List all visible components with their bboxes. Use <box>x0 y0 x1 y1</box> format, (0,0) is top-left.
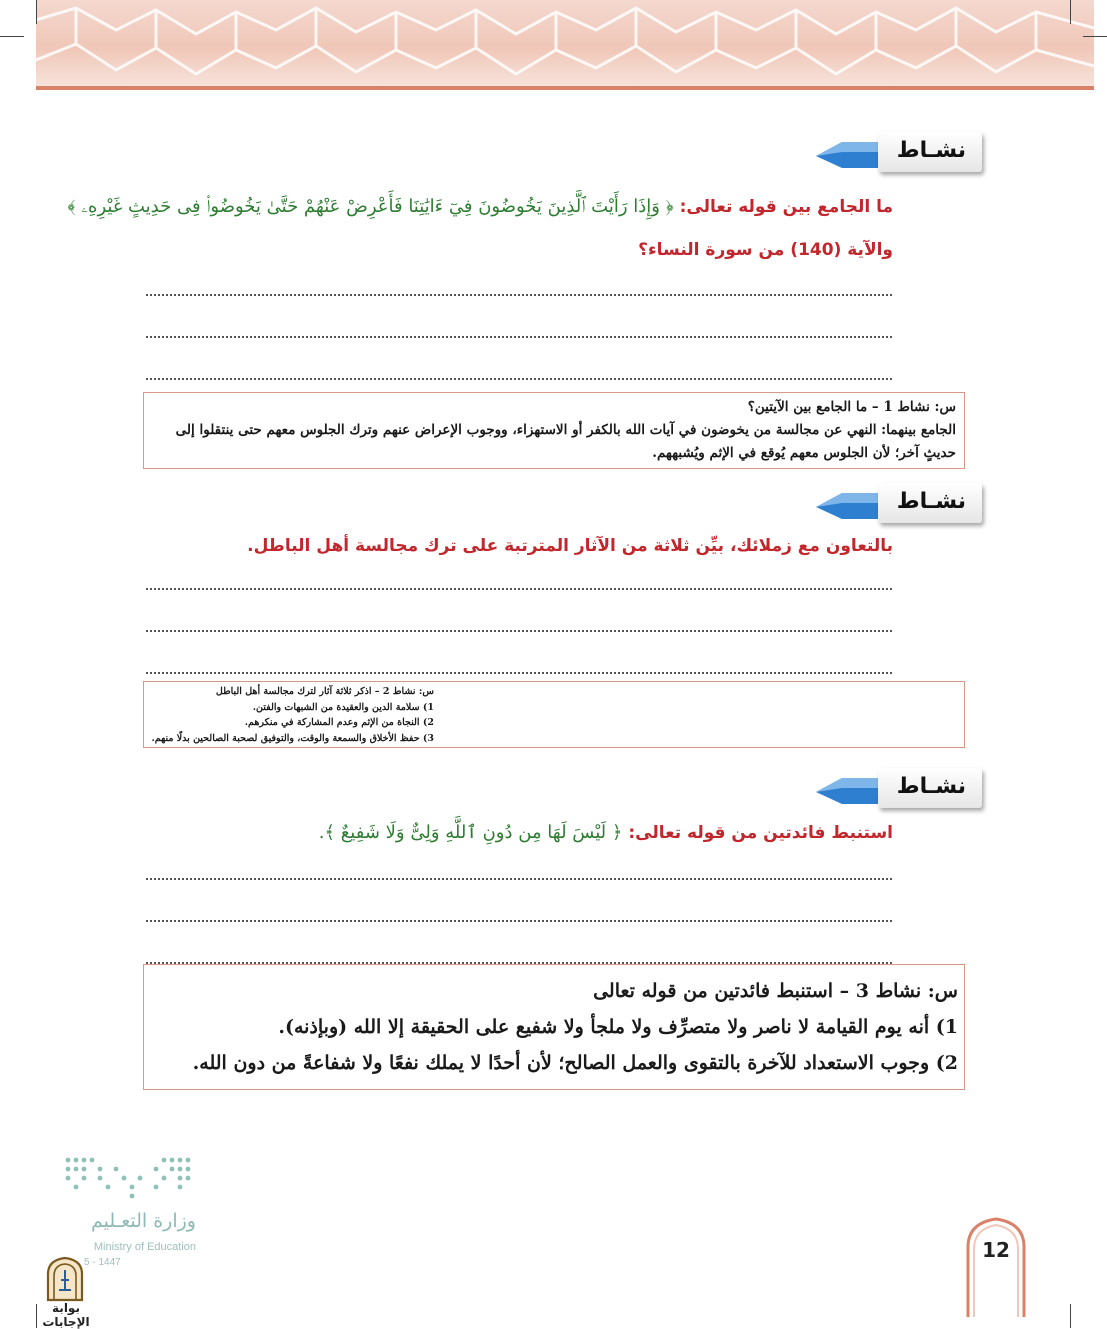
answer-line[interactable] <box>146 630 892 632</box>
activity-badge <box>812 132 982 176</box>
geometric-pattern-icon <box>36 0 1094 88</box>
activity-badge <box>812 768 982 812</box>
crop-mark <box>1083 36 1107 37</box>
badge-label: نشـاط <box>896 138 966 163</box>
activity-badge <box>812 483 982 527</box>
answer-line-text: 2) النجاة من الإثم وعدم المشاركة في منكرهم. <box>244 717 434 728</box>
activity-3-answer-box <box>143 964 965 1090</box>
badge-label: نشـاط <box>896 774 966 799</box>
ministry-logo-icon <box>60 1152 200 1202</box>
crop-mark <box>36 0 37 24</box>
answer-line-text: 1) سلامة الدين والعقيدة من الشبهات والفتن. <box>252 701 434 713</box>
ministry-name-ar: وزارة التعـليم <box>90 1210 196 1232</box>
activity-3-question <box>319 822 893 843</box>
question-prefix: استنبط فائدتين من قوله تعالى: <box>628 823 893 843</box>
activity-1-question-line2: والآية (140) من سورة النساء؟ <box>638 240 893 260</box>
answers-portal-logo-icon <box>44 1256 86 1302</box>
activity-2-question: بالتعاون مع زملائك، بيِّن ثلاثة من الآثار المترتبة على ترك مجالسة أهل الباطل. <box>247 536 893 556</box>
header-rule <box>36 86 1094 90</box>
answer-line-text: 1) أنه يوم القيامة لا ناصر ولا متصرِّف ولا ملجأ ولا شفيع على الحقيقة إلا الله (وبإذنه). <box>278 1016 958 1038</box>
page-number: 12 <box>982 1238 1010 1262</box>
quran-verse: ﴿ وَإِذَا رَأَيْتَ ٱلَّذِينَ يَخُوضُونَ فِيٓ ءَايَٰتِنَا فَأَعْرِضْ عَنْهُمْ حَتَّىٰ يَخُوضُوا۟ فِى حَدِيثٍ غَيْرِهِۦ ﴾ <box>67 196 674 217</box>
activity-1-answer-box <box>143 392 965 469</box>
answer-line-text: س: نشاط 3 – استنبط فائدتين من قوله تعالى <box>593 980 958 1002</box>
edition-year: 5 - 1447 <box>84 1257 121 1268</box>
answer-line[interactable] <box>146 672 892 674</box>
answer-line-text: س: نشاط 2 – اذكر ثلاثة آثار لترك مجالسة أهل الباطل <box>215 686 434 697</box>
quran-verse: ﴿ لَيْسَ لَهَا مِن دُونِ ٱللَّهِ وَلِىٌّ وَلَا شَفِيعٌ ﴾. <box>318 822 623 843</box>
answer-line-text: س: نشاط 1 – ما الجامع بين الآيتين؟ <box>747 399 956 415</box>
answer-line[interactable] <box>146 294 892 296</box>
badge-label: نشـاط <box>896 489 966 514</box>
answers-portal-label: بوابة الإجابات <box>42 1301 90 1329</box>
answer-line-text: 3) حفظ الأخلاق والسمعة والوقت، والتوفيق لصحبة الصالحين بدلًا منهم. <box>151 732 434 744</box>
crop-mark <box>1070 0 1071 24</box>
answer-line-text: الجامع بينهما: النهي عن مجالسة من يخوضون في آيات الله بالكفر أو الاستهزاء، ووجوب الإعراض عنهم وترك الجلوس معهم حتى ينتقلوا إلى <box>175 422 956 438</box>
answer-line[interactable] <box>146 336 892 338</box>
question-prefix: ما الجامع بين قوله تعالى: <box>679 197 893 217</box>
activity-1-question <box>68 196 894 217</box>
header-pattern-band <box>36 0 1094 88</box>
page-number-frame-icon <box>965 1217 1027 1317</box>
answer-line[interactable] <box>146 878 892 880</box>
ministry-name-en: Ministry of Education <box>93 1241 196 1253</box>
crop-mark <box>0 36 24 37</box>
crop-mark <box>1070 1304 1071 1328</box>
activity-2-answer-box <box>143 681 965 748</box>
answer-line[interactable] <box>146 920 892 922</box>
answer-line[interactable] <box>146 588 892 590</box>
answer-line-text: حديثٍ آخر؛ لأن الجلوس معهم يُوقع في الإثم ويُشبههم. <box>652 445 956 461</box>
answer-line-text: 2) وجوب الاستعداد للآخرة بالتقوى والعمل الصالح؛ لأن أحدًا لا يملك نفعًا ولا شفاعةً من دون الله. <box>192 1052 958 1074</box>
answer-line[interactable] <box>146 378 892 380</box>
